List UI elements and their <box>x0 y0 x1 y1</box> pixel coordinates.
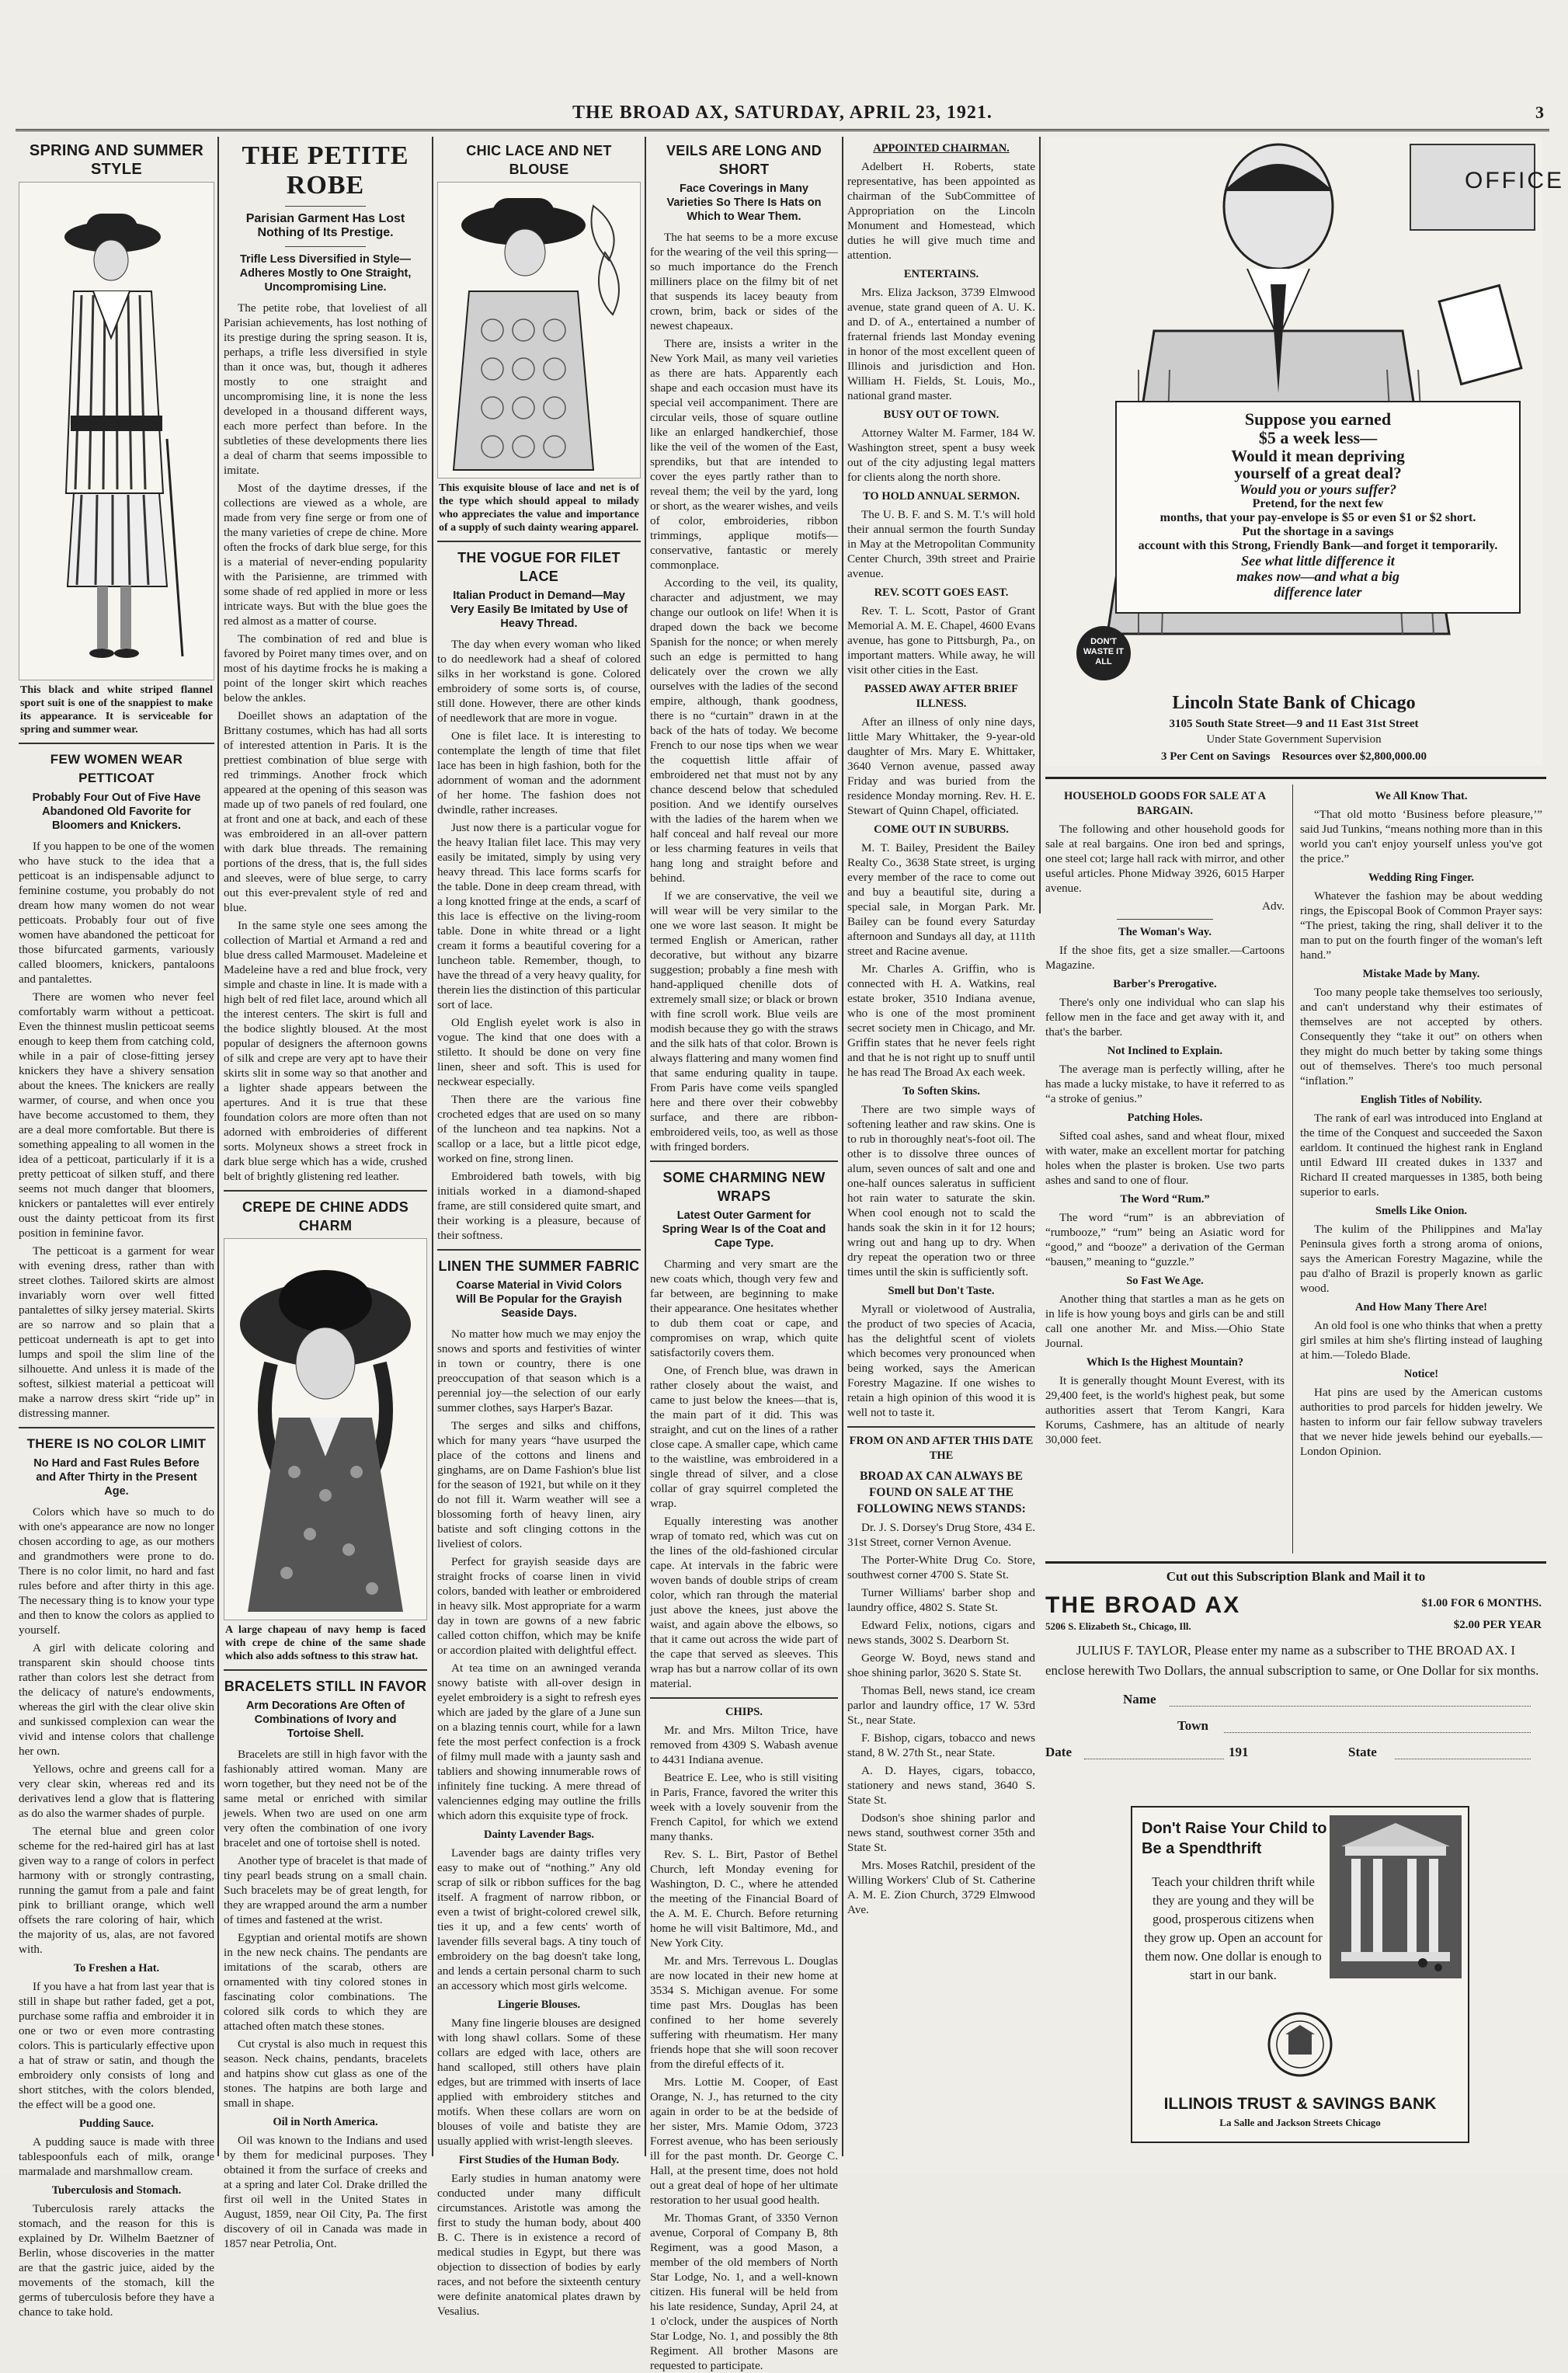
paragraph: A girl with delicate coloring and transparent skin should choose tints rather than colors lest she detract from the delicacy of nature's endowments, whereas the girl with the clear olive skin and sunkissed complexion can wear the vivid and intense colors that challenge her own. <box>19 1641 214 1758</box>
headline: THE VOGUE FOR FILET LACE <box>457 550 621 584</box>
paragraph: The petite robe, that loveliest of all Parisian achievements, has lost nothing of its prestige during the spring season. It is, perhaps, a trifle less diversified in style than it once was, but, though it adheres mostly to one straight and uncompromising line, it is none the less developed in a thousand different ways, each more perfect than before. In the subtleties of these developments there lies a deal of charm that seems impossible to imitate. <box>224 301 427 477</box>
trust-ad-body: Teach your children thrift while they are young and they will be good, prosperous citizens when they grow up. Open an account for them now. One dollar is enough to start in our bank. <box>1144 1874 1323 1982</box>
name-field[interactable] <box>1170 1706 1531 1707</box>
headline: CHIC LACE AND NET BLOUSE <box>466 143 612 177</box>
paragraph: One is filet lace. It is interesting to contemplate the length of time that filet lace has been in high fashion, both for the adornment of woman and the adornment of her home. The fashion does not dwindle, rather increases. <box>437 729 641 816</box>
news-stand: George W. Boyd, news stand and shoe shining parlor, 3620 S. State St. <box>847 1651 1035 1679</box>
paragraph: Attorney Walter M. Farmer, 184 W. Washington street, spent a busy week out of the city adjusting legal matters for clients along the north shore. <box>847 426 1035 484</box>
headline: Mistake Made by Many. <box>1362 968 1480 980</box>
headline: To Freshen a Hat. <box>73 1962 160 1975</box>
headline: PASSED AWAY AFTER BRIEF ILLNESS. <box>864 683 1019 710</box>
paragraph: Myrall or violetwood of Australia, the product of two species of Acacia, has the delightful scent of violets which becomes very pronounced when being worked, says the American Forestry Magazine. If one wishes to retain a high opinion of this wood it is well not to taste it. <box>847 1303 1035 1419</box>
paragraph: Just now there is a particular vogue for the heavy Italian filet lace. This may very easily be imitated, simply by using very heavy thread. This lace forms scarfs for the table. Done in deep cream thread, with a long knotted fringe at the ends, a scarf of this lace is effective on the living-room table. Done in white thread or a light cream it forms a beautiful covering for a luncheon table. Remember, though, to have the thread of a very heavy quality, for therein lies the distinction of this particular sort of lace. <box>437 821 641 1011</box>
paragraph: The petticoat is a garment for wear with evening dress, rather than with street clothes. Tailored skirts are almost invariably worn over well fitted pantalettes of silky jersey material. Skirts are so narrow and so plain that a petticoat underneath is apt to get into lumps and spoil the slim line of the silhouette. And unless it is made of the softest, silkiest material a petticoat will make a narrow dress skirt “ride up” in distressing manner. <box>19 1244 214 1420</box>
illustration-blouse <box>437 182 641 478</box>
divider <box>1045 777 1546 779</box>
subhead: Coarse Material in Vivid Colors Will Be Popular for the Grayish Seaside Days. <box>456 1279 622 1320</box>
column-4 <box>650 137 838 2372</box>
paragraph: Egyptian and oriental motifs are shown in the new neck chains. The pendants are imitations of the scarab, others are ornamented with tiny colored stones in fascinating color combinations. The colored silk cords to which they are attached often match these stones. <box>224 1931 427 2033</box>
paragraph: An old fool is one who thinks that when a pretty girl smiles at him she's flirting instead of laughing at him.—Toledo Blade. <box>1300 1319 1542 1362</box>
bank-building-icon <box>1330 1815 1462 1978</box>
headline: First Studies of the Human Body. <box>458 2154 620 2166</box>
paragraph: Many fine lingerie blouses are designed with long shawl collars. Some of these collars are edged with lace, others are hand scalloped, still others have plain edges, but are trimmed with inserts of lace applied with embroidery stitches and motifs. When these collars are worn on blouses of voile and batiste they are usually applied with wrist-length sleeves. <box>437 2016 641 2148</box>
divider <box>437 541 641 542</box>
news-stand: Mrs. Moses Ratchil, president of the Willing Workers' Club of St. Catherine A. M. E. Zion Church, 3729 Elmwood Ave. <box>847 1859 1035 1916</box>
cut-line: Cut out this Subscription Blank and Mail it to <box>1166 1569 1426 1584</box>
paragraph: The following and other household goods for sale at real bargains. One iron bed and springs, one steel cot; large hall rack with mirror, and other useful articles. Phone Midway 3926, 6015 Harper avenue. <box>1045 823 1285 895</box>
paragraph: No matter how much we may enjoy the snows and sports and festivities of winter in town or country, there is one preoccupation of that season which is a perennial joy—the selection of our early summer clothes, says Harper's Bazar. <box>437 1327 641 1414</box>
subhead: Arm Decorations Are Often of Combinations of Ivory and Tortoise Shell. <box>245 1700 405 1740</box>
notice-body: BROAD AX CAN ALWAYS BE FOUND ON SALE AT THE FOLLOWING NEWS STANDS: <box>857 1470 1026 1515</box>
news-stand: Dr. J. S. Dorsey's Drug Store, 434 E. 31st Street, corner Vernon Avenue. <box>847 1521 1035 1549</box>
headline: Dainty Lavender Bags. <box>484 1828 594 1841</box>
divider <box>650 1697 838 1699</box>
subhead: Trifle Less Diversified in Style—Adheres Mostly to One Straight, Uncompromising Line. <box>239 253 412 294</box>
divider <box>847 1426 1035 1428</box>
headline: CREPE DE CHINE ADDS CHARM <box>242 1199 409 1233</box>
headline: THE PETITE ROBE <box>242 141 409 200</box>
ad-line: Pretend, for the next few <box>1252 497 1384 510</box>
paragraph: A pudding sauce is made with three tablespoonfuls each of milk, orange marmalade and marshmallow cream. <box>19 2135 214 2178</box>
headline: And How Many There Are! <box>1355 1301 1487 1314</box>
paragraph: Bracelets are still in high favor with the fashionably attired woman. Many are worn together, but they need not be of the same metal or enriched with similar jewels. When two are used on one arm very often the combination of one ivory bracelet and one of tortoise shell is noted. <box>224 1748 427 1849</box>
divider <box>19 743 214 744</box>
subscription-body: JULIUS F. TAYLOR, Please enter my name as a subscriber to THE BROAD AX. I enclose herewith Two Dollars, the annual subscription to same, or One Dollar for six months. <box>1045 1643 1539 1678</box>
divider <box>437 1249 641 1251</box>
column-rule <box>842 137 843 2156</box>
illinois-trust-ad <box>1131 1806 1469 2143</box>
subhead: Face Coverings in Many Varieties So There Is Hats on Which to Wear Them. <box>666 183 822 223</box>
headline: Not Inclined to Explain. <box>1107 1045 1223 1057</box>
headline: Notice! <box>1403 1368 1439 1380</box>
paragraph: Mrs. Eliza Jackson, 3739 Elmwood avenue, state grand queen of A. U. K. and D. of A., entertained a number of fraternal friends last Monday evening in honor of the most excellent queen of Illinois and jurisdiction and Hon. William H. Fields, St. Louis, Mo., national grand master. <box>847 286 1035 402</box>
headline: REV. SCOTT GOES EAST. <box>874 586 1009 599</box>
paragraph: The hat seems to be a more excuse for the wearing of the veil this spring—so much importance do the French milliners place on the filmy bit of net that suspends its lacey beauty from crown, brim, back or sides of the newest chapeaux. <box>650 231 838 332</box>
subscription-address: 5206 S. Elizabeth St., Chicago, Ill. <box>1045 1620 1191 1632</box>
headline: APPOINTED CHAIRMAN. <box>873 142 1010 155</box>
headline: BUSY OUT OF TOWN. <box>883 409 1000 421</box>
paragraph: The day when every woman who liked to do needlework had a sheaf of colored silks in her workstand is gone. Colored embroidery of some sorts is, of course, still done. However, there are other kinds of needlework that are more in vogue. <box>437 638 641 725</box>
paragraph: Rev. S. L. Birt, Pastor of Bethel Church, left Monday evening for Washington, D. C., where he attended the meeting of the Financial Board of the A. M. E. Church. Before returning home he will visit Baltimore, Md., and New York City. <box>650 1848 838 1950</box>
paragraph: Mr. Thomas Grant, of 3350 Vernon avenue, Corporal of Company B, 8th Regiment, was a good Mason, a member of the old members of North Star Lodge, No. 1, and a well-known citizen. His funeral will be held from his late residence, Sunday, April 24, at 1 o'clock, under the auspices of North Star Lodge, No. 1, and possibly the 8th Regiment. All brother Masons are requested to participate. <box>650 2211 838 2372</box>
headline: Wedding Ring Finger. <box>1368 872 1475 884</box>
paragraph: The average man is perfectly willing, after he has made a lucky mistake, to have it referred to as “a stroke of genius.” <box>1045 1063 1285 1105</box>
divider <box>224 1669 427 1671</box>
paragraph: M. T. Bailey, President the Bailey Realty Co., 3638 State street, is urging every member of the race to come out and buy a beautiful site, during a special sale, in Morgan Park. Mr. Bailey can be found every Saturday afternoon and Sundays all day, at 111th street and Racine avenue. <box>847 841 1035 958</box>
masthead <box>16 103 1549 131</box>
column-rule <box>645 137 646 2156</box>
paragraph: Too many people take themselves too seriously, and can't understand why their estimates of themselves are not accepted by others. Consequently they “take it out” on others when they might do much better by taking some things out of themselves. There's too much personal “inflation.” <box>1300 986 1542 1087</box>
paragraph: Whatever the fashion may be about wedding rings, the Episcopal Book of Common Prayer says: “The priest, taking the ring, shall deliver it to the man to put on the fourth finger of the woman's left hand.” <box>1300 889 1542 962</box>
paragraph: Mrs. Lottie M. Cooper, of East Orange, N. J., has returned to the city again in order to be at the bedside of her sister, Mrs. Mamie Odom, 3723 Forrest avenue, who has been seriously ill for the past month. Dr. George C. Hall, at the present time, does not hold out a great deal of hope of her ultimate restoration to her usual good health. <box>650 2076 838 2207</box>
ad-line: difference later <box>1274 584 1362 600</box>
column-1 <box>19 137 214 2319</box>
bank-interest-rate: 3 Per Cent on Savings <box>1160 750 1271 763</box>
paragraph: Colors which have so much to do with one's appearance are now no longer chosen according to age, as our mothers and grandmothers were prone to do. There is no color limit, no hard and fast rules before and after thirty in this age. The necessary thing is to know your type and then to know the colors as applied to yourself. <box>19 1505 214 1637</box>
caption: This black and white striped flannel sport suit is one of the snappiest to make its appearance. It is serviceable for spring and summer wear. <box>20 684 213 736</box>
woman-figure-icon <box>19 183 214 680</box>
paragraph: At tea time on an awninged veranda snowy batiste with all-over design in eyelet embroidery is a sight to refresh eyes which are jaded by the glare of a June sun on a blazing tennis court, while for a lawn fete the most perfect confection is a frock of filmy mull made with a jaunty sash and tabliers and showing innumerable rows of infinitely fine tucking. A mere thread of valenciennes edging may outline the frills which adorn this exquisite type of frock. <box>437 1661 641 1822</box>
woman-hat-icon <box>224 1239 426 1620</box>
lace-blouse-icon <box>438 183 640 478</box>
bank-supervision: Under State Government Supervision <box>1206 733 1382 746</box>
paragraph: In the same style one sees among the collection of Martial et Armand a red and blue dress called Marmouset. Madeleine et Madeleine have a red and blue frock, very simple and chaste in line. It is made with a high belt of red filet lace, around which all the interest centers. The skirt is full and the bodice slightly bloused. At the most popular of designers the afternoon gowns of silk and crepe are very apt to have their skirts slit in some way so that another and a lighter shade appears between the apertures. And it is true that these foundation colors are more often than not adorned with embroideries of different sorts. Molyneux shows a street frock in dark blue serge which has a wide, crushed belt of brightly glistening red leather. <box>224 919 427 1183</box>
headline: So Fast We Age. <box>1126 1275 1204 1287</box>
illustration-sport-suit <box>19 182 214 680</box>
town-label: Town <box>1177 1718 1209 1733</box>
paragraph: Mr. and Mrs. Milton Trice, have removed from 4309 S. Wabash avenue to 4431 Indiana avenue. <box>650 1724 838 1766</box>
lincoln-bank-ad <box>1045 137 1564 766</box>
paragraph: The eternal blue and green color scheme for the red-haired girl has at last given way to a range of colors in perfect harmony with or strongly contrasting, running the gamut from a pale and faint pink to brilliant orange, which well offsets the rare coloring of hair, which the majority of us, alas, are not favored with. <box>19 1825 214 1956</box>
subhead: Italian Product in Demand—May Very Easily Be Imitated by Use of Heavy Thread. <box>450 590 628 630</box>
headline: SPRING AND SUMMER STYLE <box>29 142 204 178</box>
column-7 <box>1300 785 1542 1561</box>
headline: Smells Like Onion. <box>1375 1205 1468 1217</box>
paragraph: Then there are the various fine crocheted edges that are used on so many of the luncheon and tea napkins. Not a scallop or a lace, but a little picot edge, worked on fine, strong linen. <box>437 1093 641 1165</box>
news-stand: F. Bishop, cigars, tobacco and news stand, 8 W. 27th St., near State. <box>847 1731 1035 1759</box>
paragraph: Most of the daytime dresses, if the collections are viewed as a whole, are made from very fine serge or from one of the many varieties of crepe de chine. More often the frocks of dark blue serge, for this is a material of never-ending popularity with the Parisienne, are trimmed with some shade of red applied in more or less intricate ways. But with the blue goes the red almost as a matter of course. <box>224 482 427 628</box>
date-label: Date <box>1045 1745 1072 1759</box>
ad-line: See what little difference it <box>1241 553 1395 569</box>
column-6 <box>1045 785 1285 1561</box>
trust-bank-name: ILLINOIS TRUST & SAVINGS BANK <box>1163 2095 1437 2113</box>
paragraph: Adelbert H. Roberts, state representative, has been appointed as chairman of the SubCommittee of Appropriation on the Lincoln Monument and Homestead, which duties he will give much time and attention. <box>847 160 1035 262</box>
state-label: State <box>1348 1745 1377 1759</box>
paragraph: There are, insists a writer in the New York Mail, as many veil varieties as there are hats. Apparently each shape and each occasion must have its special veil accompaniment. There are circular veils, those of square outline like an enlarged handkerchief, those like the veil of the women of the East, sprendiks, but that are intended to cover the eyes partly rather than to reveal them; the veil by the yard, long or short, as the wearer wishes, and veils of color, embroideries, ribbon trimmings, applique motifs—conservative, fantastic or merely commonplace. <box>650 337 838 572</box>
paragraph: Charming and very smart are the new coats which, though very few and far between, are beginning to make their appearance. One hesitates whether to dub them coat or cape, and compromises on wrap, which quite satisfactorily covers them. <box>650 1258 838 1359</box>
ad-line: makes now—and what a big <box>1236 569 1400 584</box>
paragraph: Old English eyelet work is also in vogue. The kind that one does with a stiletto. It should be done on very fine linen, sheer and soft. This is used for neckwear especially. <box>437 1016 641 1088</box>
subhead: Parisian Garment Has Lost Nothing of Its Prestige. <box>245 212 405 239</box>
town-field[interactable] <box>1224 1732 1531 1733</box>
paragraph: If you have a hat from last year that is still in shape but rather faded, get a pot, purchase some raffia and embroider it in one or two or even more contrasting colors. This is particularly effective upon a hat of straw or satin, and though the embroidery only consists of long and short stitches, with the colors blended, the effect will be a good one. <box>19 1980 214 2111</box>
bank-ad-text-box <box>1115 401 1521 614</box>
headline: BRACELETS STILL IN FAVOR <box>224 1679 427 1694</box>
divider <box>1045 1561 1546 1564</box>
headline: Barber's Prerogative. <box>1113 978 1217 990</box>
divider <box>1117 919 1212 920</box>
paragraph: The combination of red and blue is favored by Poiret many times over, and on most of his daytime frocks he is making a point of the longer skirt which reaches below the ankles. <box>224 632 427 705</box>
illustration-hat <box>224 1238 427 1620</box>
news-stand: Edward Felix, notions, cigars and news stands, 3002 S. Dearborn St. <box>847 1619 1035 1647</box>
paragraph: According to the veil, its quality, character and adjustment, we may change our outlook on life! When it is draped down the back we become Spanish for the nonce; or when merely such an edge is permitted to hang delicately over the crown we ally ourselves with the ladies of the second empire, although, thank goodness, there is no “curtain” drawn in at the back of the hats of today. We become French to our nose tips when we wear the coquettish little affair of embroidered net that must not by any chance descend below that scheduled position. And we identify ourselves with the ladies of the harem when we half conceal and half reveal our more or less charming features in veils that hang long and straight before and behind. <box>650 576 838 885</box>
column-rule <box>217 137 219 2156</box>
subhead: No Hard and Fast Rules Before and After Thirty in the Present Age. <box>33 1457 200 1498</box>
paragraph: The rank of earl was introduced into England at the time of the Conquest and succeeded the Saxon earldom. It continued the highest rank in England until Edward III created dukes in 1337 and Richard II created marquesses in 1385, both being superior to earls. <box>1300 1112 1542 1199</box>
trust-bank-location: La Salle and Jackson Streets Chicago <box>1219 2117 1381 2128</box>
page-number: 3 <box>1535 103 1545 122</box>
headline: English Titles of Nobility. <box>1360 1094 1483 1106</box>
paragraph: One, of French blue, was drawn in rather closely about the waist, and came to just below the knees—that is, the main part of it did. This was straight, and cut on the lines of a rather close cape. A smaller cape, which came to the waistline, was embroidered in a single thread of silver, and a close collar of gray squirrel completed the wrap. <box>650 1364 838 1510</box>
headline: To Soften Skins. <box>902 1085 980 1098</box>
paragraph: The serges and silks and chiffons, which for many years “have usurped the place of the cottons and linens and ginghams, are on Dame Fashion's blue list for the season of 1921, but while on it they do not fill it. Warm weather will see a blossoming forth of heavy linen, airy batiste and soft clinging cottons in the liveliest of colors. <box>437 1419 641 1550</box>
divider <box>285 246 367 247</box>
headline: Smell but Don't Taste. <box>888 1285 995 1297</box>
news-stand: The Porter-White Drug Co. Store, southwest corner 4700 S. State St. <box>847 1554 1035 1581</box>
headline: LINEN THE SUMMER FABRIC <box>438 1258 640 1274</box>
paragraph: Early studies in human anatomy were conducted under many difficult circumstances. Aristotle was among the first to study the human body, about 400 B. C. There is in existence a record of medical studies in Egypt, but there was objection to dissection of bodies by early races, and not before the sixteenth century were definite anatomical plates drawn by Vesalius. <box>437 2172 641 2318</box>
notice-heading: FROM ON AND AFTER THIS DATE THE <box>849 1435 1034 1462</box>
paragraph: The U. B. F. and S. M. T.'s will hold their annual sermon the fourth Sunday in May at the Metropolitan Community Center Church, 39th street and Prairie avenue. <box>847 508 1035 580</box>
bank-resources: Resources over $2,800,000.00 <box>1281 750 1427 763</box>
paragraph: Tuberculosis rarely attacks the stomach, and the reason for this is explained by Dr. Wilhelm Baetzner of Berlin, whose discoveries in the matter are that the gastric juice, aided by the movements of the stomach, kill the germs of tuberculosis before they have a chance to take hold. <box>19 2202 214 2319</box>
headline: COME OUT IN SUBURBS. <box>874 823 1009 836</box>
column-rule <box>1292 785 1293 1554</box>
divider <box>650 1160 838 1162</box>
paragraph: Doeillet shows an adaptation of the Brittany costumes, which has had all sorts of interested attention in Paris. It is the prettiest combination of blue serge with red trimmings. Another frock which appeared at the opening of this season was made up of two panels of red foulard, one at front and one at back, and each of these was embroidered in an all-over pattern with dark blue threads. The remaining portions of the dress, that is, the full sides and sleeves, were of blue serge, to carry out this ever-prevalent style of red and blue. <box>224 709 427 914</box>
paragraph: After an illness of only nine days, little Mary Whittaker, the 9-year-old daughter of Mrs. Mary E. Whittaker, 3640 Vernon avenue, passed away Friday and was buried from the residence Monday morning. Rev. H. E. Stewart of Quinn Chapel, officiated. <box>847 715 1035 817</box>
price-six-months: $1.00 FOR 6 MONTHS. <box>1421 1597 1542 1609</box>
headline: HOUSEHOLD GOODS FOR SALE AT A BARGAIN. <box>1063 790 1267 817</box>
ad-line: Would it mean depriving <box>1231 447 1405 465</box>
subscription-blank <box>1045 1569 1546 1787</box>
headline: We All Know That. <box>1375 790 1468 802</box>
paragraph: Sifted coal ashes, sand and wheat flour, mixed with water, make an excellent mortar for patching holes when the plaster is broken. Use two parts ashes and sand to one of flour. <box>1045 1129 1285 1187</box>
headline: Tuberculosis and Stomach. <box>51 2184 182 2197</box>
paragraph: Equally interesting was another wrap of tomato red, which was cut on the lines of the old-fashioned circular cape. At intervals in the fabric were woven bands of double strips of cream color, which ran through the material just above the knees, just above the waist, and again above the elbows, so that it came out across the wide part of the cape that served as sleeves. This wrap has but a narrow collar of its own material. <box>650 1515 838 1690</box>
masthead-title: THE BROAD AX, SATURDAY, APRIL 23, 1921. <box>572 103 993 123</box>
column-3 <box>437 137 641 2318</box>
paragraph: If the shoe fits, get a size smaller.—Cartoons Magazine. <box>1045 944 1285 972</box>
name-label: Name <box>1123 1692 1156 1707</box>
paragraph: Another type of bracelet is that made of tiny pearl beads strung on a small chain. Such bracelets may be of great length, for they are wrapped around the arm a number of times and fastened at the wrist. <box>224 1854 427 1926</box>
adv-mark: Adv. <box>1262 899 1285 913</box>
subhead: Probably Four Out of Five Have Abandoned Old Favorite for Bloomers and Knickers. <box>32 792 201 832</box>
paragraph: Yellows, ochre and greens call for a very clear skin, whereas red and its derivatives lend a glow that is flattering as do also the warmer shades of purple. <box>19 1762 214 1820</box>
divider <box>285 206 367 207</box>
ad-line: $5 a week less— <box>1258 428 1378 447</box>
headline: SOME CHARMING NEW WRAPS <box>662 1170 826 1204</box>
headline: Pudding Sauce. <box>79 2117 154 2130</box>
column-rule <box>1039 137 1041 913</box>
ad-line: Suppose you earned <box>1244 409 1392 429</box>
paragraph: Another thing that startles a man as he gets on in life is how young boys and girls can be and still call one another Mr. and Miss.—Ohio State Journal. <box>1045 1293 1285 1350</box>
column-5 <box>847 137 1035 2156</box>
subscription-paper-name: THE BROAD AX <box>1045 1592 1241 1618</box>
headline: ENTERTAINS. <box>903 268 979 280</box>
paragraph: Cut crystal is also much in request this season. Neck chains, pendants, bracelets and hatpins show cut glass as one of the stones. The hatpins are both large and small in shape. <box>224 2037 427 2110</box>
dont-waste-badge: DON'T WASTE IT ALL <box>1076 626 1131 680</box>
paragraph: Rev. T. L. Scott, Pastor of Grant Memorial A. M. E. Chapel, 4600 Evans avenue, has gone to Pittsburgh, Pa., on important matters. While away, he will visit other cities in the East. <box>847 604 1035 677</box>
headline: Oil in North America. <box>273 2116 378 2128</box>
ad-line: months, that your pay-envelope is $5 or even $1 or $2 short. <box>1159 511 1476 524</box>
column-2 <box>224 137 427 2250</box>
paragraph: If we are conservative, the veil we will wear will be very similar to the one we wore last season. It might be termed English or American, rather decorative, but without any bizarre suggestion; probably a fine mesh with hand-appliqued chenille dots of extremely small size; or black or brown with fine scroll work. Blue veils are modish because they go with the straws and the silk hats of that color. Brown is always flattering and many women find that same enduring quality in taupe. From Paris have come veils spangled here and there over their cobwebby surface, and there are ribbon-embroidered veils, too, as well as those with fringed borders. <box>650 889 838 1153</box>
headline: FEW WOMEN WEAR PETTICOAT <box>50 752 183 785</box>
headline: The Word “Rum.” <box>1120 1193 1210 1206</box>
paragraph: There's only one individual who can slap his fellow men in the face and get away with it, and that's the barber. <box>1045 996 1285 1039</box>
paragraph: Oil was known to the Indians and used by them for medicinal purposes. They obtained it from the surface of creeks and at a spring and later Col. Drake drilled the first oil well in the United States in August, 1859, near Oil City, Pa. The first discovery of oil in Canada was made in 1857 near Petrolia, Ont. <box>224 2134 427 2250</box>
bank-seal-icon <box>1265 2009 1335 2079</box>
headline: Patching Holes. <box>1127 1112 1203 1124</box>
paragraph: Lavender bags are dainty trifles very easy to make out of “nothing.” Any old scrap of silk or ribbon suffices for the bag itself. A fragment of narrow ribbon, or even a twist of bright-colored crewel silk, ties it up, and a few cents' worth of lavender fills several bags. A tiny touch of embroidery on the bag doesn't take long, and lends a certain personal charm to such an accessory which most girls welcome. <box>437 1846 641 1992</box>
paragraph: If you happen to be one of the women who have stuck to the idea that a petticoat is an indispensable adjunct to feminine costume, you probably do not dream how many women do not wear petticoats. Probably four out of five women have abandoned the petticoat for those bifurcated garments, variously called bloomers, knickers, pantaloons and pantalettes. <box>19 840 214 986</box>
paragraph: The word “rum” is an abbreviation of “rumbooze,” “rum” being an Asiatic word for “good,” and “booze” a derivation of the German “bausen,” meaning to “guzzle.” <box>1045 1211 1285 1268</box>
column-rule <box>432 137 433 2156</box>
ad-line: yourself of a great deal? <box>1234 464 1402 482</box>
office-sign: OFFICE <box>1465 168 1564 193</box>
headline: CHIPS. <box>725 1706 763 1718</box>
paragraph: Mr. and Mrs. Terrevous L. Douglas are now located in their new home at 3534 S. Michigan avenue. For some time past Mrs. Douglas has been confined to her home severely suffering with rheumatism. Her many friends hope that she will soon recover from the direful effects of it. <box>650 1954 838 2071</box>
trust-ad-headline: Don't Raise Your Child to Be a Spendthrift <box>1142 1820 1327 1857</box>
news-stand: Turner Williams' barber shop and laundry office, 4802 S. State St. <box>847 1586 1035 1614</box>
ad-line: Would you or yours suffer? <box>1239 482 1397 497</box>
paragraph: Hat pins are used by the American customs authorities to prod parcels for hidden jewelry. We hasten to inform our fair fellow subway travelers that we never hide jewels behind our eyeballs.—London Opinion. <box>1300 1386 1542 1458</box>
paragraph: Mr. Charles A. Griffin, who is connected with H. A. Watkins, real estate broker, 3510 Indiana avenue, who is one of the most prominent secret society men in Chicago, and Mr. Griffin states that he never feels right and that he is not right up to snuff until he has read The Broad Ax each week. <box>847 962 1035 1079</box>
ad-line: account with this Strong, Friendly Bank—and forget it temporarily. <box>1138 539 1498 552</box>
subhead: Latest Outer Garment for Spring Wear Is of the Coat and Cape Type. <box>662 1209 826 1250</box>
headline: VEILS ARE LONG AND SHORT <box>666 143 822 177</box>
paragraph: It is generally thought Mount Everest, with its 29,400 feet, is the world's highest peak, but some authorities assert that Terom Kangri, Kara Korums, Cashmere, has an altitude of nearly 30,000 feet. <box>1045 1374 1285 1446</box>
headline: The Woman's Way. <box>1118 926 1212 938</box>
news-stand: A. D. Hayes, cigars, tobacco, stationery and news stand, 3640 S. State St. <box>847 1764 1035 1807</box>
headline: TO HOLD ANNUAL SERMON. <box>863 490 1020 503</box>
paragraph: Embroidered bath towels, with big initials worked in a diamond-shaped frame, are still considered quite smart, and their working is a pleasure, because of their softness. <box>437 1170 641 1242</box>
paragraph: Beatrice E. Lee, who is still visiting in Paris, France, favored the writer this week with a lovely souvenir from the French Capitol, for which we extend many thanks. <box>650 1771 838 1843</box>
news-stand: Dodson's shoe shining parlor and news stand, southwest corner 35th and State St. <box>847 1811 1035 1854</box>
bank-interest <box>1045 750 1542 764</box>
paragraph: There are women who never feel comfortably warm without a petticoat. Even the thinnest muslin petticoat seems enough to keep them from catching cold, while in a pair of close-fitting jersey knickers they have a shivery sensation about the knees. The knickers are really warmer, of course, and when once you have become accustomed to them, they are a deal more comfortable. But there is something appealing to all women in the idea of a petticoat, particularly if it is a pretty petticoat of silken stuff, and there seems not much danger that bloomers, knickers or pantalettes will ever entirely oust the dainty petticoat from its first position in feminine favor. <box>19 990 214 1240</box>
caption: A large chapeau of navy hemp is faced with crepe de chine of the same shade which also adds softness to this straw hat. <box>225 1624 426 1662</box>
paragraph: Perfect for grayish seaside days are straight frocks of coarse linen in vivid colors, banded with leather or embroidered in heavy silk. Most appropriate for a warm day in town are gowns of a new fabric called cotton chiffon, which may be knife or accordion plaited with delightful effect. <box>437 1555 641 1657</box>
year-label: 191 <box>1229 1745 1249 1759</box>
headline: Lingerie Blouses. <box>497 1999 581 2011</box>
headline: Which Is the Highest Mountain? <box>1086 1356 1244 1369</box>
headline: THERE IS NO COLOR LIMIT <box>26 1436 207 1451</box>
paragraph: There are two simple ways of softening leather and raw skins. One is to rub in thoroughly neat's-foot oil. The other is to dissolve three ounces of alum, seven ounces of salt and one and one-half ounces saleratus in sufficient hot rain water to saturate the skin. When cool enough not to scald the hands soak the skin in it for 12 hours; wring out and hang up to dry. When dry repeat the operation two or three times until the skin is sufficiently soft. <box>847 1103 1035 1279</box>
bank-name: Lincoln State Bank of Chicago <box>1172 693 1416 713</box>
ad-line: Put the shortage in a savings <box>1242 525 1394 538</box>
caption: This exquisite blouse of lace and net is of the type which should appeal to milady who appreciates the value and importance of a supply of such dainty wearing apparel. <box>439 482 639 534</box>
paragraph: “That old motto ‘Business before pleasure,’” said Jud Tunkins, “means nothing more than in this world you can't enjoy yourself unless you've got the price.” <box>1300 808 1542 865</box>
divider <box>224 1190 427 1192</box>
price-year: $2.00 PER YEAR <box>1453 1619 1542 1631</box>
bank-address: 3105 South State Street—9 and 11 East 31st Street <box>1169 718 1419 730</box>
divider <box>19 1427 214 1428</box>
news-stand: Thomas Bell, news stand, ice cream parlor and laundry office, 17 W. 53rd St., near State. <box>847 1684 1035 1727</box>
paragraph: The kulim of the Philippines and Ma'lay Peninsula gives forth a strong aroma of onions, says the American Forestry Magazine, while the pau d'alho of Brazil is properly known as garlic wood. <box>1300 1223 1542 1295</box>
